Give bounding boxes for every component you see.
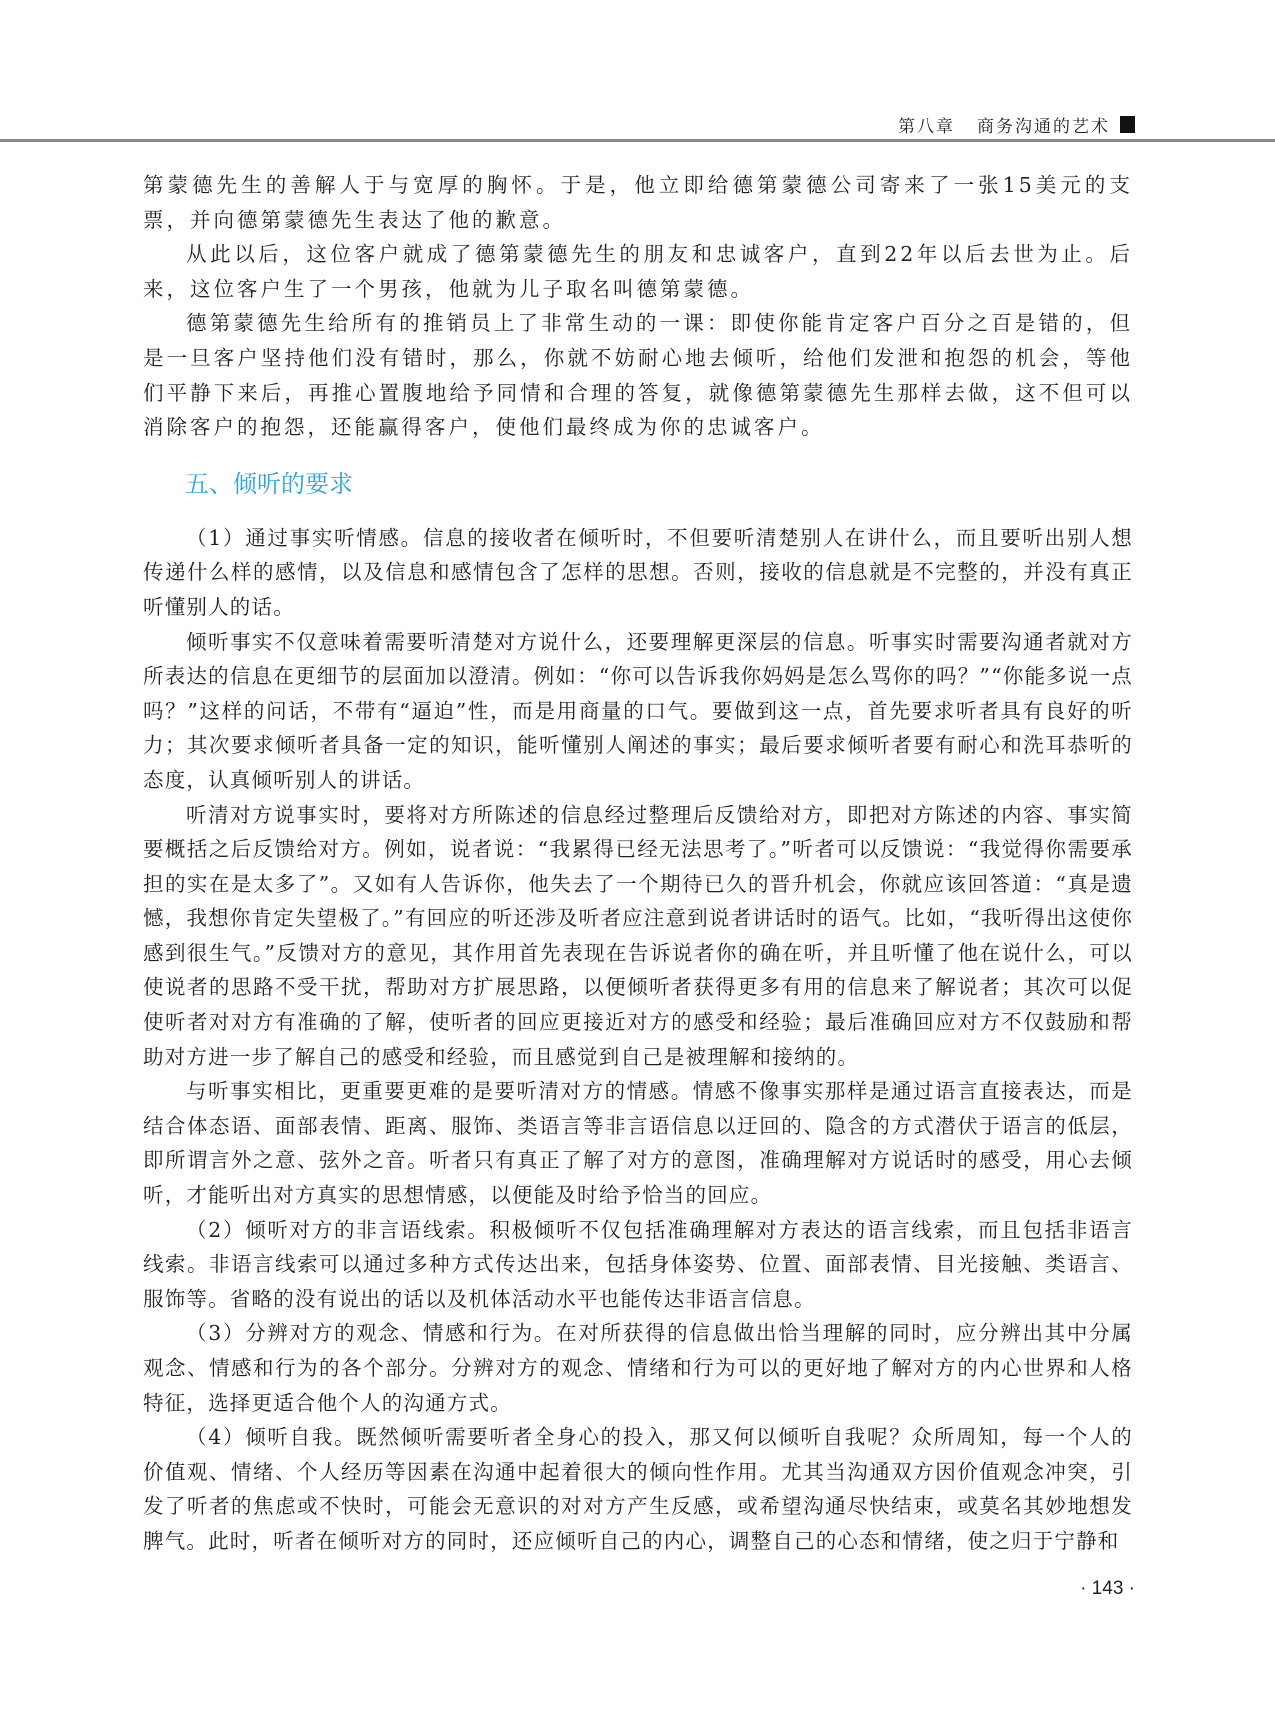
chapter-number: 第八章 <box>898 117 955 137</box>
paragraph: 德第蒙德先生给所有的推销员上了非常生动的一课：即使你能肯定客户百分之百是错的，但是一旦客户坚持他们没有错时，那么，你就不妨耐心地去倾听，给他们发泄和抱怨的机会，等他们平静下来后，再推心置腹地给予同情和合理的答复，就像德第蒙德先生那样去做，这不但可以消除客户的抱怨，还能赢得客户，使他们最终成为你的忠诚客户。 <box>143 311 1133 440</box>
paragraph: 听清对方说事实时，要将对方所陈述的信息经过整理后反馈给对方，即把对方陈述的内容、事实简要概括之后反馈给对方。例如，说者说：“我累得已经无法思考了。”听者可以反馈说：“我觉得你需要承担的实在是太多了”。又如有人告诉你，他失去了一个期待已久的晋升机会，你就应该回答道：“真是遗憾，我想你肯定失望极了。”有回应的听还涉及听者应注意到说者讲话时的语气。比如，“我听得出这使你感到很生气。”反馈对方的意见，其作用首先表现在告诉说者你的确在听，并且听懂了他在说什么，可以使说者的思路不受干扰，帮助对方扩展思路，以便倾听者获得更多有用的信息来了解说者；其次可以促使听者对对方有准确的了解，使听者的回应更接近对方的感受和经验；最后准确回应对方不仅鼓励和帮助对方进一步了解自己的感受和经验，而且感觉到自己是被理解和接纳的。 <box>143 802 1133 1069</box>
paragraph: （1）通过事实听情感。信息的接收者在倾听时，不但要听清楚别人在讲什么，而且要听出别人想传递什么样的感情，以及信息和感情包含了怎样的思想。否则，接收的信息就是不完整的，并没有真正听懂别人的话。 <box>143 525 1133 619</box>
paragraph: 第蒙德先生的善解人于与宽厚的胸怀。于是，他立即给德第蒙德公司寄来了一张15美元的支票，并向德第蒙德先生表达了他的歉意。 <box>143 173 1133 232</box>
section-heading: 五、倾听的要求 <box>185 469 353 498</box>
paragraph: （4）倾听自我。既然倾听需要听者全身心的投入，那又何以倾听自我呢？众所周知，每一个人的价值观、情绪、个人经历等因素在沟通中起着很大的倾向性作用。尤其当沟通双方因价值观念冲突，引发了听者的焦虑或不快时，可能会无意识的对对方产生反感，或希望沟通尽快结束，或莫名其妙地想发脾气。此时，听者在倾听对方的同时，还应倾听自己的内心，调整自己的心态和情绪，使之归于宁静和 <box>143 1425 1133 1553</box>
paragraph: 与听事实相比，更重要更难的是要听清对方的情感。情感不像事实那样是通过语言直接表达，而是结合体态语、面部表情、距离、服饰、类语言等非言语信息以迂回的、隐含的方式潜伏于语言的低层，即所谓言外之意、弦外之音。听者只有真正了解了对方的意图，准确理解对方说话时的感受，用心去倾听，才能听出对方真实的思想情感，以便能及时给予恰当的回应。 <box>143 1079 1133 1208</box>
page-number: · 143 · <box>1080 1578 1135 1599</box>
paragraph: （3）分辨对方的观念、情感和行为。在对所获得的信息做出恰当理解的同时，应分辨出其中分属观念、情感和行为的各个部分。分辨对方的观念、情绪和行为可以的更好地了解对方的内心世界和人格特征，选择更适合他个人的沟通方式。 <box>143 1321 1133 1415</box>
paragraph: （2）倾听对方的非言语线索。积极倾听不仅包括准确理解对方表达的语言线索，而且包括非语言线索。非语言线索可以通过多种方式传达出来，包括身体姿势、位置、面部表情、目光接触、类语言、服饰等。省略的没有说出的话以及机体活动水平也能传达非语言信息。 <box>143 1217 1133 1311</box>
chapter-title: 商务沟通的艺术 <box>977 117 1110 137</box>
running-head <box>898 112 1135 137</box>
paragraph: 倾听事实不仅意味着需要听清楚对方说什么，还要理解更深层的信息。听事实时需要沟通者就对方所表达的信息在更细节的层面加以澄清。例如：“你可以告诉我你妈妈是怎么骂你的吗？”“你能多说一点吗？”这样的问话，不带有“逼迫”性，而是用商量的口气。要做到这一点，首先要求听者具有良好的听力；其次要求倾听者具备一定的知识，能听懂别人阐述的事实；最后要求倾听者要有耐心和洗耳恭听的态度，认真倾听别人的讲话。 <box>143 629 1133 792</box>
paragraph: 从此以后，这位客户就成了德第蒙德先生的朋友和忠诚客户，直到22年以后去世为止。后来，这位客户生了一个男孩，他就为儿子取名叫德第蒙德。 <box>143 242 1133 301</box>
body-text <box>143 168 1133 1559</box>
header-rule <box>0 139 1275 142</box>
square-marker-icon <box>1120 116 1135 133</box>
